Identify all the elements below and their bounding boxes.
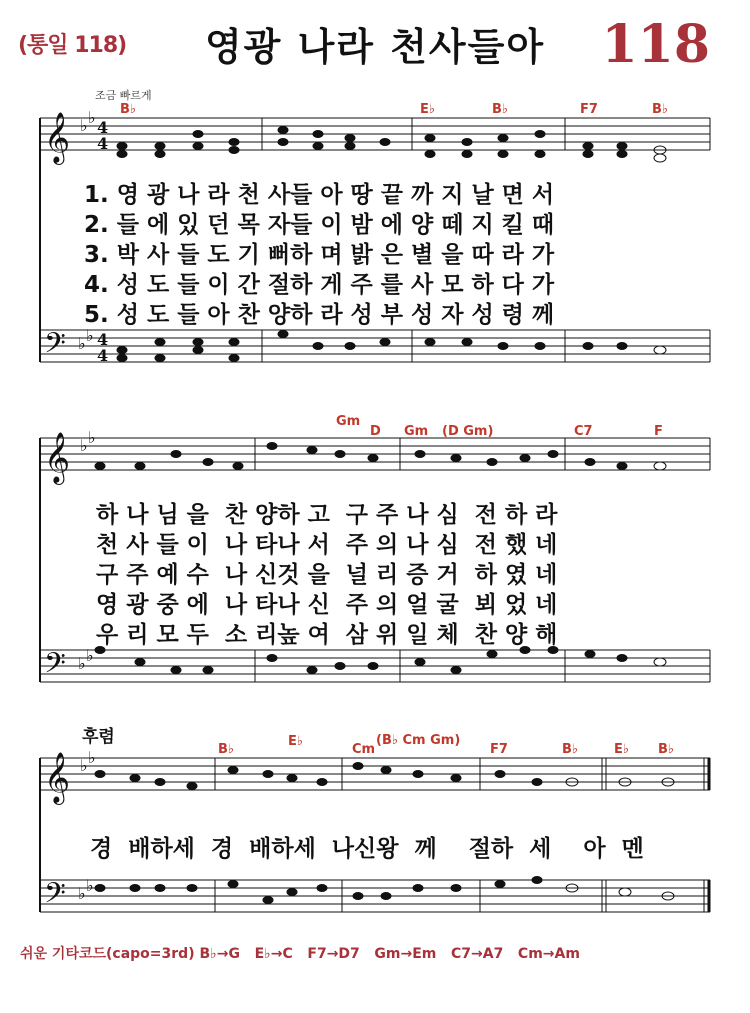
svg-text:𝄞: 𝄞 [44,432,71,483]
chord-s2-4: (D Gm) [442,424,494,439]
chord-s1-4: F7 [580,102,598,117]
system3-treble-staff [40,758,710,790]
refrain-label: 후렴 [82,727,115,747]
chord-s2-5: C7 [574,424,593,439]
hymn-title: 영광 나라 천사들아 [204,25,546,69]
verse-3-line-1: 3. 박 사 들 도 기 뻐하 며 밝 은 별 을 따 라 가 [84,242,555,268]
svg-text:𝄞: 𝄞 [44,752,71,803]
svg-text:4: 4 [97,330,109,349]
svg-text:𝄢: 𝄢 [44,327,66,367]
verse-5-line-2: 우 리 모 두 소 리높 여 삼 위 일 체 찬 양 해 [96,622,558,648]
svg-text:♭: ♭ [80,756,88,775]
tempo-marking: 조금 빠르게 [95,89,152,102]
svg-text:♭: ♭ [86,326,94,345]
svg-text:♭: ♭ [78,334,86,353]
hymn-number: 118 [601,14,710,75]
chord-s3-8: B♭ [658,742,675,757]
verse-4-line-2: 영 광 중 에 나 타나 신 주 의 얼 굴 뵈 었 네 [96,592,558,618]
svg-text:♭: ♭ [88,108,96,127]
chord-s3-6: B♭ [562,742,579,757]
chord-s3-5: F7 [490,742,508,757]
svg-text:♭: ♭ [78,654,86,673]
chord-s1-3: B♭ [492,102,509,117]
chord-s1-5: B♭ [652,102,669,117]
refrain-lyrics: 경 배하세 경 배하세 나신왕 께 절하 세 아 멘 [90,836,644,862]
svg-text:♭: ♭ [78,884,86,903]
verse-2-line-2: 천 사 들 이 나 타나 서 주 의 나 심 전 했 네 [96,532,558,558]
chord-s3-1: B♭ [218,742,235,757]
svg-text:𝄢: 𝄢 [44,647,66,687]
chord-s3-4: (B♭ Cm Gm) [376,733,461,748]
svg-text:4: 4 [97,134,109,153]
svg-text:4: 4 [97,118,109,137]
svg-text:♭: ♭ [88,748,96,767]
verse-5-line-1: 5. 성 도 들 아 찬 양하 라 성 부 성 자 성 령 께 [84,302,555,328]
svg-text:♭: ♭ [86,646,94,665]
chord-s2-6: F [654,424,663,439]
svg-text:♭: ♭ [80,436,88,455]
verse-2-line-1: 2. 들 에 있 던 목 자들 이 밤 에 양 떼 지 킬 때 [84,212,555,238]
chord-s1-1: B♭ [120,102,137,117]
system1-treble-staff [40,118,710,150]
svg-text:♭: ♭ [80,116,88,135]
system1-bass-staff [40,330,710,362]
svg-text:4: 4 [97,346,109,365]
guitar-chord-note: 쉬운 기타코드(capo=3rd) B♭→G E♭→C F7→D7 Gm→Em C7→A7 Cm→Am [20,946,580,962]
verse-4-line-1: 4. 성 도 들 이 간 절하 게 주 를 사 모 하 다 가 [84,272,555,298]
chord-s3-2: E♭ [288,734,304,749]
chord-s1-2: E♭ [420,102,436,117]
chord-s2-2: D [370,424,381,439]
svg-text:𝄞: 𝄞 [44,112,71,163]
unified-hymn-number: (통일 118) [18,33,127,58]
chord-s2-1: Gm [336,414,361,429]
system3-bass-staff [40,880,710,912]
chord-s3-3: Cm [352,742,376,757]
svg-text:♭: ♭ [88,428,96,447]
verse-1-line-1: 1. 영 광 나 라 천 사들 아 땅 끝 까 지 날 면 서 [84,182,555,208]
svg-text:♭: ♭ [86,876,94,895]
verse-3-line-2: 구 주 예 수 나 신것 을 널 리 증 거 하 였 네 [96,562,558,588]
verse-1-line-2: 하 나 님 을 찬 양하 고 구 주 나 심 전 하 라 [96,502,558,528]
chord-s3-7: E♭ [614,742,630,757]
chord-s2-3: Gm [404,424,429,439]
svg-text:𝄢: 𝄢 [44,877,66,917]
